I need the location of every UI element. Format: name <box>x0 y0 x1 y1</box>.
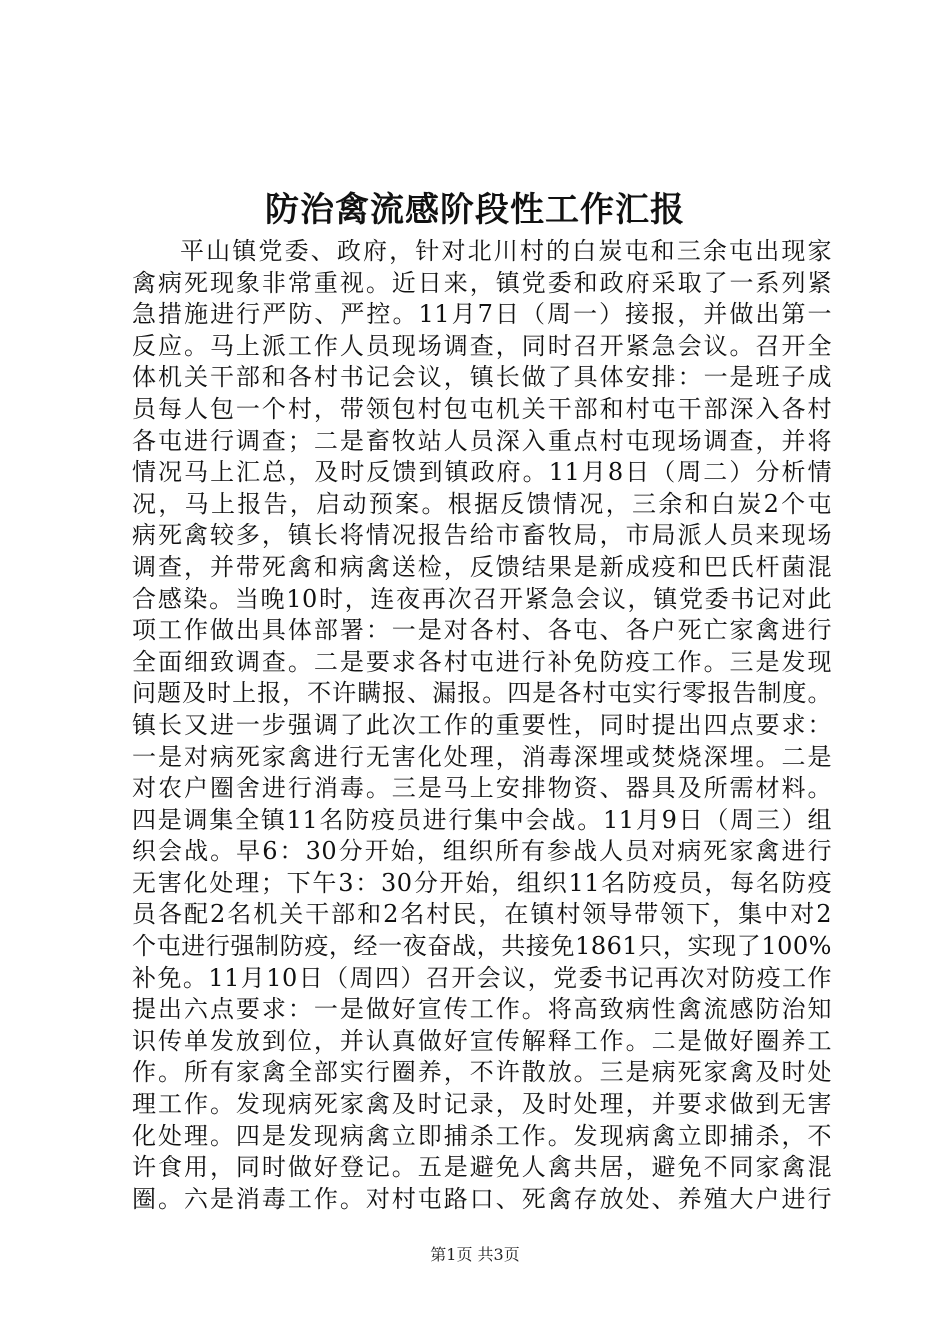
document-title: 防治禽流感阶段性工作汇报 <box>265 190 685 230</box>
body-line: 识传单发放到位，并认真做好宣传解释工作。二是做好圈养工 <box>132 1026 832 1055</box>
body-line: 禽病死现象非常重视。近日来，镇党委和政府采取了一系列紧 <box>132 268 832 297</box>
body-line: 各屯进行调查；二是畜牧站人员深入重点村屯现场调查，并将 <box>132 426 832 455</box>
body-line: 理工作。发现病死家禽及时记录，及时处理，并要求做到无害 <box>132 1090 832 1119</box>
body-line: 调查，并带死禽和病禽送检，反馈结果是新成疫和巴氏杆菌混 <box>132 552 832 581</box>
body-line: 对农户圈舍进行消毒。三是马上安排物资、器具及所需材料。 <box>132 774 832 803</box>
body-line: 员每人包一个村，带领包村包屯机关干部和村屯干部深入各村 <box>132 394 832 423</box>
body-line: 情况马上汇总，及时反馈到镇政府。11月8日（周二）分析情 <box>132 458 832 487</box>
body-line: 问题及时上报，不许瞒报、漏报。四是各村屯实行零报告制度。 <box>132 679 832 708</box>
body-line: 合感染。当晚10时，连夜再次召开紧急会议，镇党委书记对此 <box>132 584 832 613</box>
body-line: 员各配2名机关干部和2名村民，在镇村领导带领下，集中对2 <box>132 900 832 929</box>
body-line: 平山镇党委、政府，针对北川村的白炭屯和三余屯出现家 <box>180 237 832 265</box>
body-line: 全面细致调查。二是要求各村屯进行补免防疫工作。三是发现 <box>132 647 832 676</box>
body-line: 镇长又进一步强调了此次工作的重要性，同时提出四点要求： <box>132 710 832 739</box>
body-line: 化处理。四是发现病禽立即捕杀工作。发现病禽立即捕杀，不 <box>132 1121 832 1150</box>
body-line: 急措施进行严防、严控。11月7日（周一）接报，并做出第一 <box>132 300 832 329</box>
body-line: 补免。11月10日（周四）召开会议，党委书记再次对防疫工作 <box>132 963 832 992</box>
body-line: 圈。六是消毒工作。对村屯路口、死禽存放处、养殖大户进行 <box>132 1184 832 1213</box>
body-line: 许食用，同时做好登记。五是避免人禽共居，避免不同家禽混 <box>132 1153 832 1182</box>
body-line: 况，马上报告，启动预案。根据反馈情况，三余和白炭2个屯 <box>132 489 832 518</box>
body-line: 体机关干部和各村书记会议，镇长做了具体安排：一是班子成 <box>132 363 832 392</box>
body-line: 提出六点要求：一是做好宣传工作。将高致病性禽流感防治知 <box>132 995 832 1024</box>
body-line: 四是调集全镇11名防疫员进行集中会战。11月9日（周三）组 <box>132 805 832 834</box>
body-line: 项工作做出具体部署：一是对各村、各屯、各户死亡家禽进行 <box>132 616 832 645</box>
body-line: 无害化处理；下午3：30分开始，组织11名防疫员，每名防疫 <box>132 868 832 897</box>
body-line: 反应。马上派工作人员现场调查，同时召开紧急会议。召开全 <box>132 331 832 360</box>
body-line: 一是对病死家禽进行无害化处理，消毒深埋或焚烧深埋。二是 <box>132 742 832 771</box>
page-footer: 第1页 共3页 <box>430 1245 520 1264</box>
body-line: 病死禽较多，镇长将情况报告给市畜牧局，市局派人员来现场 <box>132 521 832 550</box>
body-line: 作。所有家禽全部实行圈养，不许散放。三是病死家禽及时处 <box>132 1058 832 1087</box>
body-line: 织会战。早6：30分开始，组织所有参战人员对病死家禽进行 <box>132 837 832 866</box>
document-body <box>132 236 832 1215</box>
body-line: 个屯进行强制防疫，经一夜奋战，共接免1861只，实现了100% <box>132 932 832 961</box>
